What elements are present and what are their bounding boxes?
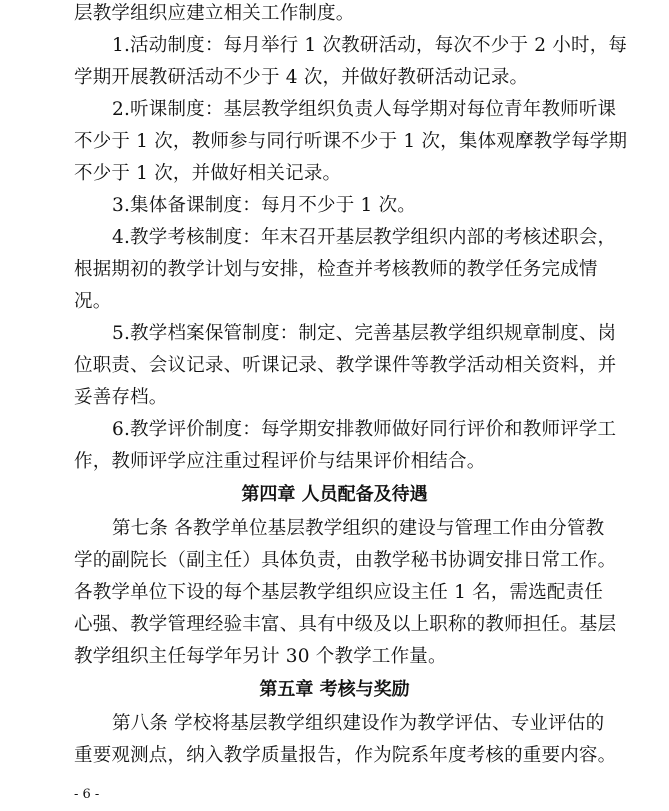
paragraph-line: 作，教师评学应注重过程评价与结果评价相结合。: [74, 451, 486, 472]
paragraph-line: 各教学单位下设的每个基层教学组织应设主任 1 名，需选配责任: [74, 582, 604, 603]
paragraph-line: 心强、教学管理经验丰富、具有中级及以上职称的教师担任。基层: [74, 614, 617, 635]
paragraph-line: 层教学组织应建立相关工作制度。: [74, 3, 355, 24]
paragraph-line: 第七条 各教学单位基层教学组织的建设与管理工作由分管教: [112, 518, 605, 539]
paragraph-line: 位职责、会议记录、听课记录、教学课件等教学活动相关资料，并: [74, 355, 617, 376]
chapter-heading: 第五章 考核与奖励: [259, 679, 410, 700]
paragraph-line: 第八条 学校将基层教学组织建设作为教学评估、专业评估的: [112, 713, 605, 734]
paragraph-line: 重要观测点，纳入教学质量报告，作为院系年度考核的重要内容。: [74, 745, 617, 766]
paragraph-line: 况。: [74, 291, 112, 312]
paragraph-line: 2.听课制度：基层教学组织负责人每学期对每位青年教师听课: [112, 99, 617, 120]
paragraph-line: 不少于 1 次，并做好相关记录。: [74, 163, 342, 184]
chapter-heading: 第四章 人员配备及待遇: [241, 484, 428, 505]
paragraph-line: 根据期初的教学计划与安排，检查并考核教师的教学任务完成情: [74, 259, 598, 280]
paragraph-line: 教学组织主任每学年另计 30 个教学工作量。: [74, 646, 447, 667]
page-number: - 6 -: [74, 787, 100, 802]
paragraph-line: 3.集体备课制度：每月不少于 1 次。: [112, 195, 416, 216]
paragraph-line: 5.教学档案保管制度：制定、完善基层教学组织规章制度、岗: [112, 323, 617, 344]
paragraph-line: 4.教学考核制度：年末召开基层教学组织内部的考核述职会，: [112, 227, 617, 248]
paragraph-line: 学期开展教研活动不少于 4 次，并做好教研活动记录。: [74, 67, 529, 88]
paragraph-line: 妥善存档。: [74, 387, 168, 408]
paragraph-line: 1.活动制度：每月举行 1 次教研活动，每次不少于 2 小时，每: [112, 35, 628, 56]
paragraph-line: 学的副院长（副主任）具体负责，由教学秘书协调安排日常工作。: [74, 550, 617, 571]
paragraph-line: 6.教学评价制度：每学期安排教师做好同行评价和教师评学工: [112, 419, 617, 440]
paragraph-line: 不少于 1 次，教师参与同行听课不少于 1 次，集体观摩教学每学期: [74, 131, 628, 152]
